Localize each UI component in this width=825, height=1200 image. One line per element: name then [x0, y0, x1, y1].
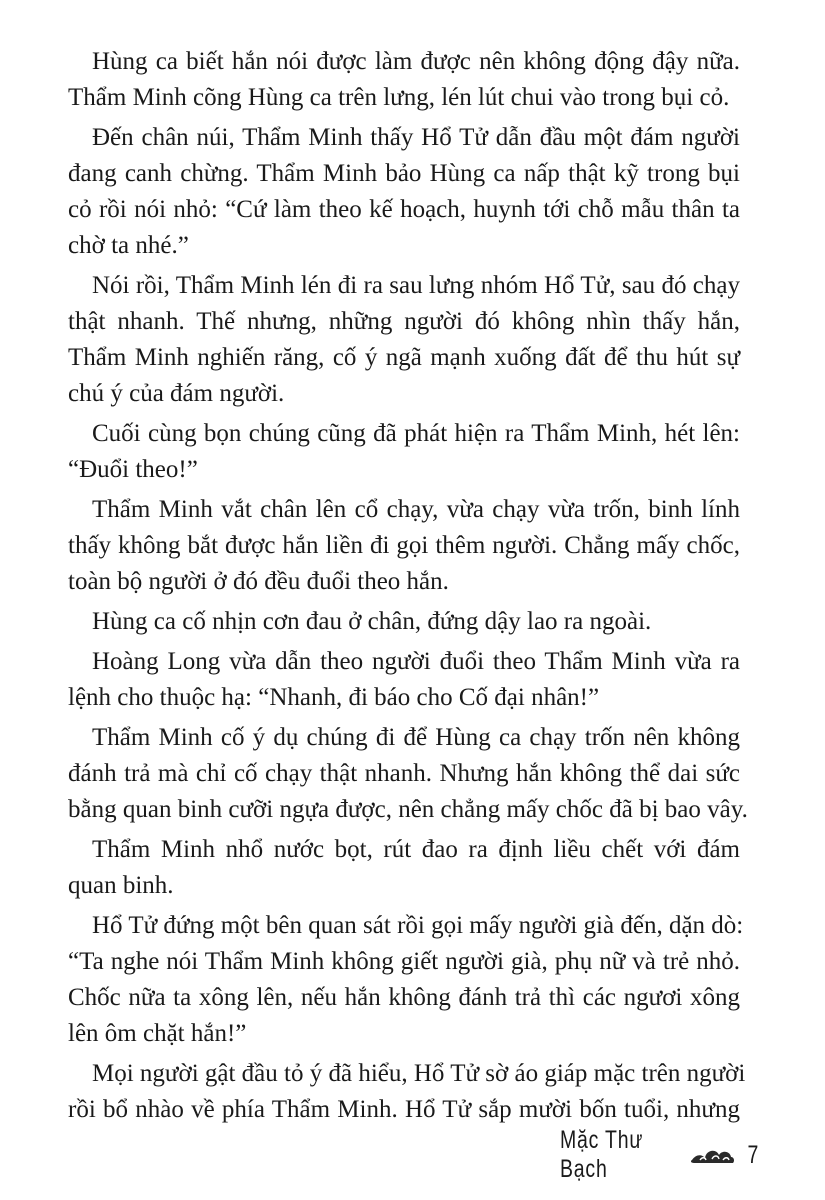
text-line: Thẩm Minh cố ý dụ chúng đi để Hùng ca chạy trốn nên không: [92, 724, 740, 751]
text-line: “Ta nghe nói Thẩm Minh không giết người già, phụ nữ và trẻ nhỏ.: [68, 948, 740, 975]
text-line: chờ ta nhé.”: [68, 232, 189, 259]
page-number: 7: [747, 1140, 759, 1169]
text-line: quan binh.: [68, 872, 174, 899]
text-line: “Đuổi theo!”: [68, 456, 198, 483]
text-line: Thẩm Minh cõng Hùng ca trên lưng, lén lút chui vào trong bụi cỏ.: [68, 84, 730, 111]
text-line: lệnh cho thuộc hạ: “Nhanh, đi báo cho Cố đại nhân!”: [68, 684, 600, 711]
text-line: Mọi người gật đầu tỏ ý đã hiểu, Hổ Tử sờ áo giáp mặc trên người: [92, 1060, 746, 1087]
text-line: Thẩm Minh nhổ nước bọt, rút đao ra định liều chết với đám: [92, 836, 740, 863]
text-line: Thẩm Minh nghiến răng, cố ý ngã mạnh xuống đất để thu hút sự: [68, 344, 740, 371]
text-line: lên ôm chặt hắn!”: [68, 1020, 247, 1047]
text-line: Hùng ca cố nhịn cơn đau ở chân, đứng dậy lao ra ngoài.: [92, 608, 652, 635]
text-line: thấy không bắt được hắn liền đi gọi thêm người. Chẳng mấy chốc,: [68, 532, 740, 559]
page-footer: [560, 1126, 760, 1183]
text-line: Thẩm Minh vắt chân lên cổ chạy, vừa chạy vừa trốn, binh lính: [92, 496, 740, 523]
text-line: Nói rồi, Thẩm Minh lén đi ra sau lưng nhóm Hổ Tử, sau đó chạy: [92, 272, 740, 299]
text-line: toàn bộ người ở đó đều đuổi theo hắn.: [68, 568, 449, 595]
text-line: Hoàng Long vừa dẫn theo người đuổi theo Thẩm Minh vừa ra: [92, 648, 740, 675]
text-line: chú ý của đám người.: [68, 380, 285, 407]
text-line: thật nhanh. Thế nhưng, những người đó không nhìn thấy hắn,: [68, 308, 740, 335]
text-line: Chốc nữa ta xông lên, nếu hắn không đánh trả thì các ngươi xông: [68, 984, 740, 1011]
text-line: Hùng ca biết hắn nói được làm được nên không động đậy nữa.: [92, 48, 740, 75]
text-line: đánh trả mà chỉ cố chạy thật nhanh. Nhưng hắn không thể dai sức: [68, 760, 740, 787]
book-title: Mặc Thư Bạch: [560, 1126, 644, 1183]
text-line: đang canh chừng. Thẩm Minh bảo Hùng ca nấp thật kỹ trong bụi: [68, 160, 740, 187]
cloud-ornament-icon: [690, 1142, 736, 1168]
text-line: rồi bổ nhào về phía Thẩm Minh. Hổ Tử sắp mười bốn tuổi, nhưng: [68, 1096, 740, 1123]
text-line: cỏ rồi nói nhỏ: “Cứ làm theo kế hoạch, huynh tới chỗ mẫu thân ta: [68, 196, 740, 223]
text-line: Cuối cùng bọn chúng cũng đã phát hiện ra Thẩm Minh, hét lên:: [92, 420, 740, 447]
text-line: Hổ Tử đứng một bên quan sát rồi gọi mấy người già đến, dặn dò:: [92, 912, 744, 939]
text-line: bằng quan binh cưỡi ngựa được, nên chẳng mấy chốc đã bị bao vây.: [68, 796, 748, 823]
text-line: Đến chân núi, Thẩm Minh thấy Hổ Tử dẫn đầu một đám người: [92, 124, 740, 151]
